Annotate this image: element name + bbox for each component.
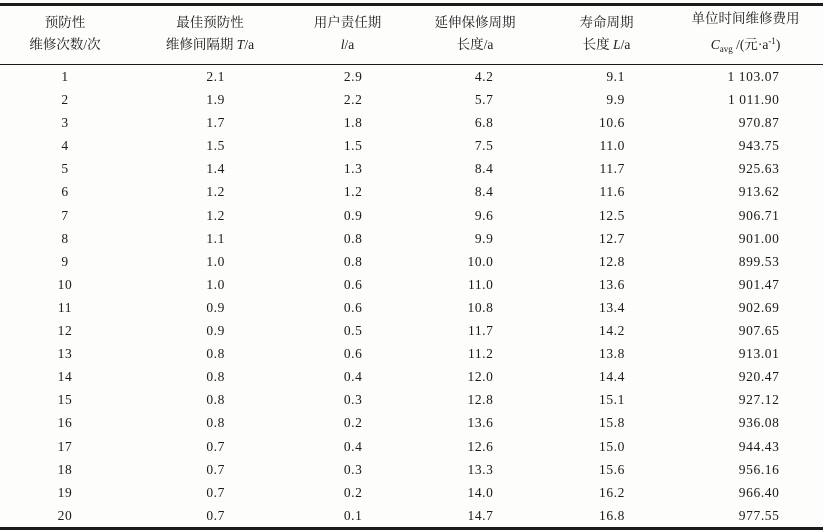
cell-value: 13.4 bbox=[598, 299, 625, 315]
table-cell-optimal-preventive-maintenance-interval bbox=[130, 365, 290, 388]
header-line1: 延伸保修周期 bbox=[434, 15, 516, 30]
cell-value: 1 103.07 bbox=[727, 69, 780, 84]
header-cell-extended-warranty-period-length bbox=[405, 5, 545, 65]
table-cell-life-cycle-length bbox=[545, 111, 668, 134]
header-line2 bbox=[405, 34, 545, 56]
table-cell-life-cycle-length bbox=[545, 435, 668, 458]
cell-value: 6.8 bbox=[474, 115, 494, 131]
cell-value: 0.8 bbox=[343, 253, 363, 269]
cell-value: 14 bbox=[57, 369, 73, 385]
table-row bbox=[0, 88, 823, 111]
table-cell-user-responsibility-period bbox=[290, 435, 405, 458]
table-cell-unit-time-maintenance-cost bbox=[668, 227, 823, 250]
cell-value: 0.7 bbox=[206, 438, 225, 454]
table-cell-extended-warranty-period-length bbox=[405, 458, 545, 481]
cell-value: 15.8 bbox=[598, 415, 625, 431]
cell-value: 0.3 bbox=[343, 461, 363, 477]
table-row bbox=[0, 111, 823, 134]
table-cell-unit-time-maintenance-cost bbox=[668, 134, 823, 157]
cell-value: 8.4 bbox=[474, 184, 494, 200]
cell-value: 1 bbox=[61, 69, 69, 84]
cell-value: 944.43 bbox=[738, 438, 780, 454]
cell-value: 12.5 bbox=[598, 207, 625, 223]
table-cell-life-cycle-length bbox=[545, 157, 668, 180]
cell-value: 956.16 bbox=[738, 461, 780, 477]
cell-value: 9.9 bbox=[474, 230, 494, 246]
cell-value: 1.0 bbox=[206, 253, 225, 269]
table-cell-preventive-maintenance-count bbox=[0, 458, 130, 481]
table-cell-unit-time-maintenance-cost bbox=[668, 388, 823, 411]
table-cell-optimal-preventive-maintenance-interval bbox=[130, 180, 290, 203]
cell-value: 0.7 bbox=[206, 461, 225, 477]
table-cell-optimal-preventive-maintenance-interval bbox=[130, 388, 290, 411]
table-cell-life-cycle-length bbox=[545, 250, 668, 273]
table-row bbox=[0, 388, 823, 411]
cell-value: 9.9 bbox=[606, 92, 625, 108]
table-cell-preventive-maintenance-count bbox=[0, 388, 130, 411]
cell-value: 907.65 bbox=[738, 323, 780, 339]
table-cell-unit-time-maintenance-cost bbox=[668, 296, 823, 319]
cell-value: 4.2 bbox=[474, 69, 494, 84]
header-text-segment: 维修次数/次 bbox=[29, 37, 101, 52]
table-cell-unit-time-maintenance-cost bbox=[668, 204, 823, 227]
cell-value: 11.7 bbox=[599, 161, 625, 177]
header-text-segment: /(元·a bbox=[732, 37, 769, 52]
cell-value: 8 bbox=[61, 230, 69, 246]
table-cell-extended-warranty-period-length bbox=[405, 296, 545, 319]
cell-value: 901.47 bbox=[738, 276, 780, 292]
table-cell-extended-warranty-period-length bbox=[405, 388, 545, 411]
cell-value: 15 bbox=[57, 392, 73, 408]
cell-value: 936.08 bbox=[738, 415, 780, 431]
cell-value: 0.8 bbox=[343, 230, 363, 246]
table-cell-preventive-maintenance-count bbox=[0, 227, 130, 250]
cell-value: 927.12 bbox=[738, 392, 780, 408]
table-cell-extended-warranty-period-length bbox=[405, 342, 545, 365]
table-cell-extended-warranty-period-length bbox=[405, 65, 545, 89]
cell-value: 901.00 bbox=[738, 230, 780, 246]
table-cell-optimal-preventive-maintenance-interval bbox=[130, 65, 290, 89]
cell-value: 913.62 bbox=[738, 184, 780, 200]
cell-value: 15.1 bbox=[598, 392, 625, 408]
cell-value: 14.4 bbox=[598, 369, 625, 385]
table-cell-unit-time-maintenance-cost bbox=[668, 435, 823, 458]
cell-value: 0.8 bbox=[206, 346, 225, 362]
cell-value: 913.01 bbox=[738, 346, 780, 362]
cell-value: 966.40 bbox=[738, 484, 780, 500]
table-cell-optimal-preventive-maintenance-interval bbox=[130, 458, 290, 481]
table-cell-optimal-preventive-maintenance-interval bbox=[130, 342, 290, 365]
table-row bbox=[0, 435, 823, 458]
header-cell-life-cycle-length bbox=[545, 5, 668, 65]
cell-value: 7 bbox=[61, 207, 69, 223]
cell-value: 12 bbox=[57, 323, 73, 339]
table-cell-user-responsibility-period bbox=[290, 342, 405, 365]
cell-value: 13.6 bbox=[467, 415, 494, 431]
cell-value: 0.9 bbox=[206, 299, 225, 315]
cell-value: 2.1 bbox=[206, 69, 225, 84]
table-cell-optimal-preventive-maintenance-interval bbox=[130, 319, 290, 342]
header-cell-user-responsibility-period bbox=[290, 5, 405, 65]
table-row bbox=[0, 157, 823, 180]
cell-value: 977.55 bbox=[738, 507, 780, 523]
table-cell-preventive-maintenance-count bbox=[0, 273, 130, 296]
cell-value: 0.5 bbox=[343, 323, 363, 339]
table-cell-life-cycle-length bbox=[545, 134, 668, 157]
table-cell-life-cycle-length bbox=[545, 481, 668, 504]
cell-value: 2.2 bbox=[343, 92, 363, 108]
table-cell-unit-time-maintenance-cost bbox=[668, 365, 823, 388]
cell-value: 0.6 bbox=[343, 276, 363, 292]
table-cell-life-cycle-length bbox=[545, 458, 668, 481]
table-cell-life-cycle-length bbox=[545, 273, 668, 296]
table-cell-preventive-maintenance-count bbox=[0, 481, 130, 504]
table-cell-user-responsibility-period bbox=[290, 180, 405, 203]
cell-value: 11 bbox=[57, 299, 73, 315]
table-cell-unit-time-maintenance-cost bbox=[668, 111, 823, 134]
table-cell-user-responsibility-period bbox=[290, 296, 405, 319]
table-cell-user-responsibility-period bbox=[290, 365, 405, 388]
table-cell-user-responsibility-period bbox=[290, 273, 405, 296]
header-line1: 预防性 bbox=[44, 15, 86, 30]
cell-value: 9.1 bbox=[606, 69, 625, 84]
table-cell-optimal-preventive-maintenance-interval bbox=[130, 481, 290, 504]
table-cell-unit-time-maintenance-cost bbox=[668, 273, 823, 296]
table-cell-user-responsibility-period bbox=[290, 388, 405, 411]
table-row bbox=[0, 458, 823, 481]
table-cell-optimal-preventive-maintenance-interval bbox=[130, 296, 290, 319]
cell-value: 0.6 bbox=[343, 299, 363, 315]
table-cell-extended-warranty-period-length bbox=[405, 180, 545, 203]
header-text-segment: ) bbox=[775, 37, 781, 52]
table-cell-life-cycle-length bbox=[545, 227, 668, 250]
table-cell-user-responsibility-period bbox=[290, 88, 405, 111]
cell-value: 0.9 bbox=[343, 207, 363, 223]
table-cell-unit-time-maintenance-cost bbox=[668, 458, 823, 481]
table-cell-extended-warranty-period-length bbox=[405, 435, 545, 458]
cell-value: 13.3 bbox=[467, 461, 494, 477]
cell-value: 11.2 bbox=[467, 346, 494, 362]
cell-value: 14.2 bbox=[598, 323, 625, 339]
cell-value: 11.6 bbox=[599, 184, 625, 200]
table-cell-preventive-maintenance-count bbox=[0, 296, 130, 319]
table-cell-user-responsibility-period bbox=[290, 458, 405, 481]
table-cell-preventive-maintenance-count bbox=[0, 504, 130, 529]
cell-value: 0.6 bbox=[343, 346, 363, 362]
table-cell-unit-time-maintenance-cost bbox=[668, 250, 823, 273]
table-cell-unit-time-maintenance-cost bbox=[668, 319, 823, 342]
cell-value: 10.0 bbox=[467, 253, 494, 269]
cell-value: 13.8 bbox=[598, 346, 625, 362]
table-cell-extended-warranty-period-length bbox=[405, 250, 545, 273]
header-line2 bbox=[545, 34, 668, 56]
cell-value: 1.2 bbox=[206, 207, 225, 223]
cell-value: 0.4 bbox=[343, 369, 363, 385]
cell-value: 906.71 bbox=[738, 207, 780, 223]
cell-value: 12.6 bbox=[467, 438, 494, 454]
table-cell-preventive-maintenance-count bbox=[0, 411, 130, 434]
cell-value: 0.4 bbox=[343, 438, 363, 454]
cell-value: 920.47 bbox=[738, 369, 780, 385]
cell-value: 1.1 bbox=[206, 230, 225, 246]
table-cell-optimal-preventive-maintenance-interval bbox=[130, 111, 290, 134]
header-line1: 单位时间维修费用 bbox=[691, 11, 800, 26]
cell-value: 899.53 bbox=[738, 253, 780, 269]
header-line2 bbox=[290, 34, 405, 56]
table-cell-preventive-maintenance-count bbox=[0, 180, 130, 203]
table-cell-preventive-maintenance-count bbox=[0, 157, 130, 180]
cell-value: 19 bbox=[57, 484, 73, 500]
cell-value: 9.6 bbox=[474, 207, 494, 223]
cell-value: 0.2 bbox=[343, 484, 363, 500]
table-cell-life-cycle-length bbox=[545, 365, 668, 388]
cell-value: 11.0 bbox=[467, 276, 494, 292]
cell-value: 10.6 bbox=[598, 115, 625, 131]
cell-value: 11.7 bbox=[467, 323, 494, 339]
table-row bbox=[0, 342, 823, 365]
table-cell-optimal-preventive-maintenance-interval bbox=[130, 134, 290, 157]
cell-value: 925.63 bbox=[738, 161, 780, 177]
table-cell-user-responsibility-period bbox=[290, 111, 405, 134]
cell-value: 5 bbox=[61, 161, 69, 177]
table-cell-extended-warranty-period-length bbox=[405, 134, 545, 157]
cell-value: 0.7 bbox=[206, 484, 225, 500]
header-row bbox=[0, 5, 823, 65]
table-cell-user-responsibility-period bbox=[290, 65, 405, 89]
table-cell-user-responsibility-period bbox=[290, 504, 405, 529]
cell-value: 6 bbox=[61, 184, 69, 200]
table-cell-optimal-preventive-maintenance-interval bbox=[130, 227, 290, 250]
table-body bbox=[0, 65, 823, 529]
cell-value: 2.9 bbox=[343, 69, 363, 84]
cell-value: 13.6 bbox=[598, 276, 625, 292]
cell-value: 943.75 bbox=[738, 138, 780, 154]
cell-value: 0.7 bbox=[206, 507, 225, 523]
table-cell-extended-warranty-period-length bbox=[405, 319, 545, 342]
header-text-segment: 长度/a bbox=[456, 37, 494, 52]
cell-value: 13 bbox=[57, 346, 73, 362]
table-cell-preventive-maintenance-count bbox=[0, 365, 130, 388]
header-cell-optimal-preventive-maintenance-interval bbox=[130, 5, 290, 65]
table-cell-life-cycle-length bbox=[545, 180, 668, 203]
table-cell-life-cycle-length bbox=[545, 319, 668, 342]
cell-value: 0.1 bbox=[343, 507, 363, 523]
table-cell-life-cycle-length bbox=[545, 65, 668, 89]
table-cell-preventive-maintenance-count bbox=[0, 111, 130, 134]
cell-value: 17 bbox=[57, 438, 73, 454]
table-cell-life-cycle-length bbox=[545, 388, 668, 411]
cell-value: 1.2 bbox=[343, 184, 363, 200]
table-cell-user-responsibility-period bbox=[290, 411, 405, 434]
header-text-segment: 维修间隔期 bbox=[165, 37, 237, 52]
cell-value: 15.0 bbox=[598, 438, 625, 454]
table-cell-optimal-preventive-maintenance-interval bbox=[130, 88, 290, 111]
header-cell-preventive-maintenance-count bbox=[0, 5, 130, 65]
table-cell-unit-time-maintenance-cost bbox=[668, 504, 823, 529]
table-cell-preventive-maintenance-count bbox=[0, 65, 130, 89]
cell-value: 0.8 bbox=[206, 392, 225, 408]
table-cell-preventive-maintenance-count bbox=[0, 342, 130, 365]
maintenance-results-table bbox=[0, 3, 823, 530]
table-row bbox=[0, 250, 823, 273]
header-text-segment: /a bbox=[244, 37, 255, 52]
cell-value: 16.2 bbox=[598, 484, 625, 500]
table-row bbox=[0, 296, 823, 319]
cell-value: 1.3 bbox=[343, 161, 363, 177]
table-cell-life-cycle-length bbox=[545, 342, 668, 365]
cell-value: 20 bbox=[57, 507, 73, 523]
cell-value: 1.7 bbox=[206, 115, 225, 131]
table-cell-optimal-preventive-maintenance-interval bbox=[130, 250, 290, 273]
cell-value: 1.2 bbox=[206, 184, 225, 200]
cell-value: 1 011.90 bbox=[727, 92, 780, 108]
table-header bbox=[0, 5, 823, 65]
cell-value: 1.9 bbox=[206, 92, 225, 108]
cell-value: 970.87 bbox=[738, 115, 780, 131]
cell-value: 1.8 bbox=[343, 115, 363, 131]
cell-value: 5.7 bbox=[474, 92, 494, 108]
table-cell-preventive-maintenance-count bbox=[0, 319, 130, 342]
table-cell-unit-time-maintenance-cost bbox=[668, 481, 823, 504]
table-cell-user-responsibility-period bbox=[290, 157, 405, 180]
table-cell-life-cycle-length bbox=[545, 88, 668, 111]
table-row bbox=[0, 65, 823, 89]
table-cell-optimal-preventive-maintenance-interval bbox=[130, 273, 290, 296]
header-text-segment: avg bbox=[719, 44, 733, 54]
header-text-segment: L bbox=[613, 37, 621, 52]
table-cell-optimal-preventive-maintenance-interval bbox=[130, 157, 290, 180]
cell-value: 3 bbox=[61, 115, 69, 131]
table-cell-preventive-maintenance-count bbox=[0, 250, 130, 273]
cell-value: 14.7 bbox=[467, 507, 494, 523]
table-cell-unit-time-maintenance-cost bbox=[668, 342, 823, 365]
table-cell-extended-warranty-period-length bbox=[405, 365, 545, 388]
table-cell-extended-warranty-period-length bbox=[405, 273, 545, 296]
table-cell-user-responsibility-period bbox=[290, 250, 405, 273]
table-cell-extended-warranty-period-length bbox=[405, 481, 545, 504]
table-row bbox=[0, 273, 823, 296]
table-cell-optimal-preventive-maintenance-interval bbox=[130, 435, 290, 458]
header-text-segment: /a bbox=[620, 37, 631, 52]
table-cell-extended-warranty-period-length bbox=[405, 227, 545, 250]
cell-value: 12.0 bbox=[467, 369, 494, 385]
table-row bbox=[0, 319, 823, 342]
table-row bbox=[0, 365, 823, 388]
table-cell-preventive-maintenance-count bbox=[0, 88, 130, 111]
header-text-segment: -1 bbox=[768, 36, 776, 46]
cell-value: 16.8 bbox=[598, 507, 625, 523]
cell-value: 1.5 bbox=[343, 138, 363, 154]
cell-value: 7.5 bbox=[474, 138, 494, 154]
table-cell-life-cycle-length bbox=[545, 204, 668, 227]
header-text-segment: 长度 bbox=[582, 37, 614, 52]
table-cell-preventive-maintenance-count bbox=[0, 435, 130, 458]
cell-value: 0.9 bbox=[206, 323, 225, 339]
header-text-segment: C bbox=[710, 37, 720, 52]
table-row bbox=[0, 204, 823, 227]
cell-value: 2 bbox=[61, 92, 69, 108]
cell-value: 16 bbox=[57, 415, 73, 431]
cell-value: 1.0 bbox=[206, 276, 225, 292]
header-cell-unit-time-maintenance-cost bbox=[668, 5, 823, 65]
table-cell-life-cycle-length bbox=[545, 411, 668, 434]
cell-value: 12.7 bbox=[598, 230, 625, 246]
cell-value: 0.8 bbox=[206, 369, 225, 385]
table-cell-user-responsibility-period bbox=[290, 204, 405, 227]
table-row bbox=[0, 481, 823, 504]
header-text-segment: /a bbox=[344, 37, 355, 52]
cell-value: 15.6 bbox=[598, 461, 625, 477]
cell-value: 0.3 bbox=[343, 392, 363, 408]
table-cell-unit-time-maintenance-cost bbox=[668, 180, 823, 203]
header-text-segment: l bbox=[340, 37, 345, 52]
table-cell-unit-time-maintenance-cost bbox=[668, 157, 823, 180]
table-cell-user-responsibility-period bbox=[290, 481, 405, 504]
cell-value: 902.69 bbox=[738, 299, 780, 315]
table-cell-optimal-preventive-maintenance-interval bbox=[130, 204, 290, 227]
cell-value: 11.0 bbox=[599, 138, 625, 154]
cell-value: 10 bbox=[57, 276, 73, 292]
table-cell-user-responsibility-period bbox=[290, 319, 405, 342]
table-cell-user-responsibility-period bbox=[290, 134, 405, 157]
table-cell-extended-warranty-period-length bbox=[405, 504, 545, 529]
cell-value: 12.8 bbox=[598, 253, 625, 269]
header-line1: 最佳预防性 bbox=[176, 15, 244, 30]
table-row bbox=[0, 411, 823, 434]
table-row bbox=[0, 180, 823, 203]
table-cell-extended-warranty-period-length bbox=[405, 88, 545, 111]
table-cell-life-cycle-length bbox=[545, 296, 668, 319]
table-cell-unit-time-maintenance-cost bbox=[668, 88, 823, 111]
table-cell-life-cycle-length bbox=[545, 504, 668, 529]
header-line1: 寿命周期 bbox=[579, 15, 634, 30]
cell-value: 14.0 bbox=[467, 484, 494, 500]
table-cell-extended-warranty-period-length bbox=[405, 111, 545, 134]
header-text-segment: T bbox=[236, 37, 245, 52]
table-cell-extended-warranty-period-length bbox=[405, 411, 545, 434]
table-row bbox=[0, 504, 823, 529]
cell-value: 9 bbox=[61, 253, 69, 269]
cell-value: 18 bbox=[57, 461, 73, 477]
cell-value: 4 bbox=[61, 138, 69, 154]
table-cell-preventive-maintenance-count bbox=[0, 204, 130, 227]
cell-value: 12.8 bbox=[467, 392, 494, 408]
cell-value: 1.5 bbox=[206, 138, 225, 154]
table-cell-unit-time-maintenance-cost bbox=[668, 65, 823, 89]
cell-value: 1.4 bbox=[206, 161, 225, 177]
table-cell-extended-warranty-period-length bbox=[405, 204, 545, 227]
header-line2 bbox=[0, 34, 130, 56]
table-cell-optimal-preventive-maintenance-interval bbox=[130, 504, 290, 529]
table-row bbox=[0, 227, 823, 250]
cell-value: 8.4 bbox=[474, 161, 494, 177]
cell-value: 0.8 bbox=[206, 415, 225, 431]
header-line2 bbox=[130, 34, 290, 56]
cell-value: 10.8 bbox=[467, 299, 494, 315]
table-cell-preventive-maintenance-count bbox=[0, 134, 130, 157]
header-line1: 用户责任期 bbox=[313, 15, 382, 30]
table-cell-unit-time-maintenance-cost bbox=[668, 411, 823, 434]
table-row bbox=[0, 134, 823, 157]
cell-value: 0.2 bbox=[343, 415, 363, 431]
table-cell-user-responsibility-period bbox=[290, 227, 405, 250]
header-line2 bbox=[668, 30, 823, 60]
table-cell-optimal-preventive-maintenance-interval bbox=[130, 411, 290, 434]
table-cell-extended-warranty-period-length bbox=[405, 157, 545, 180]
